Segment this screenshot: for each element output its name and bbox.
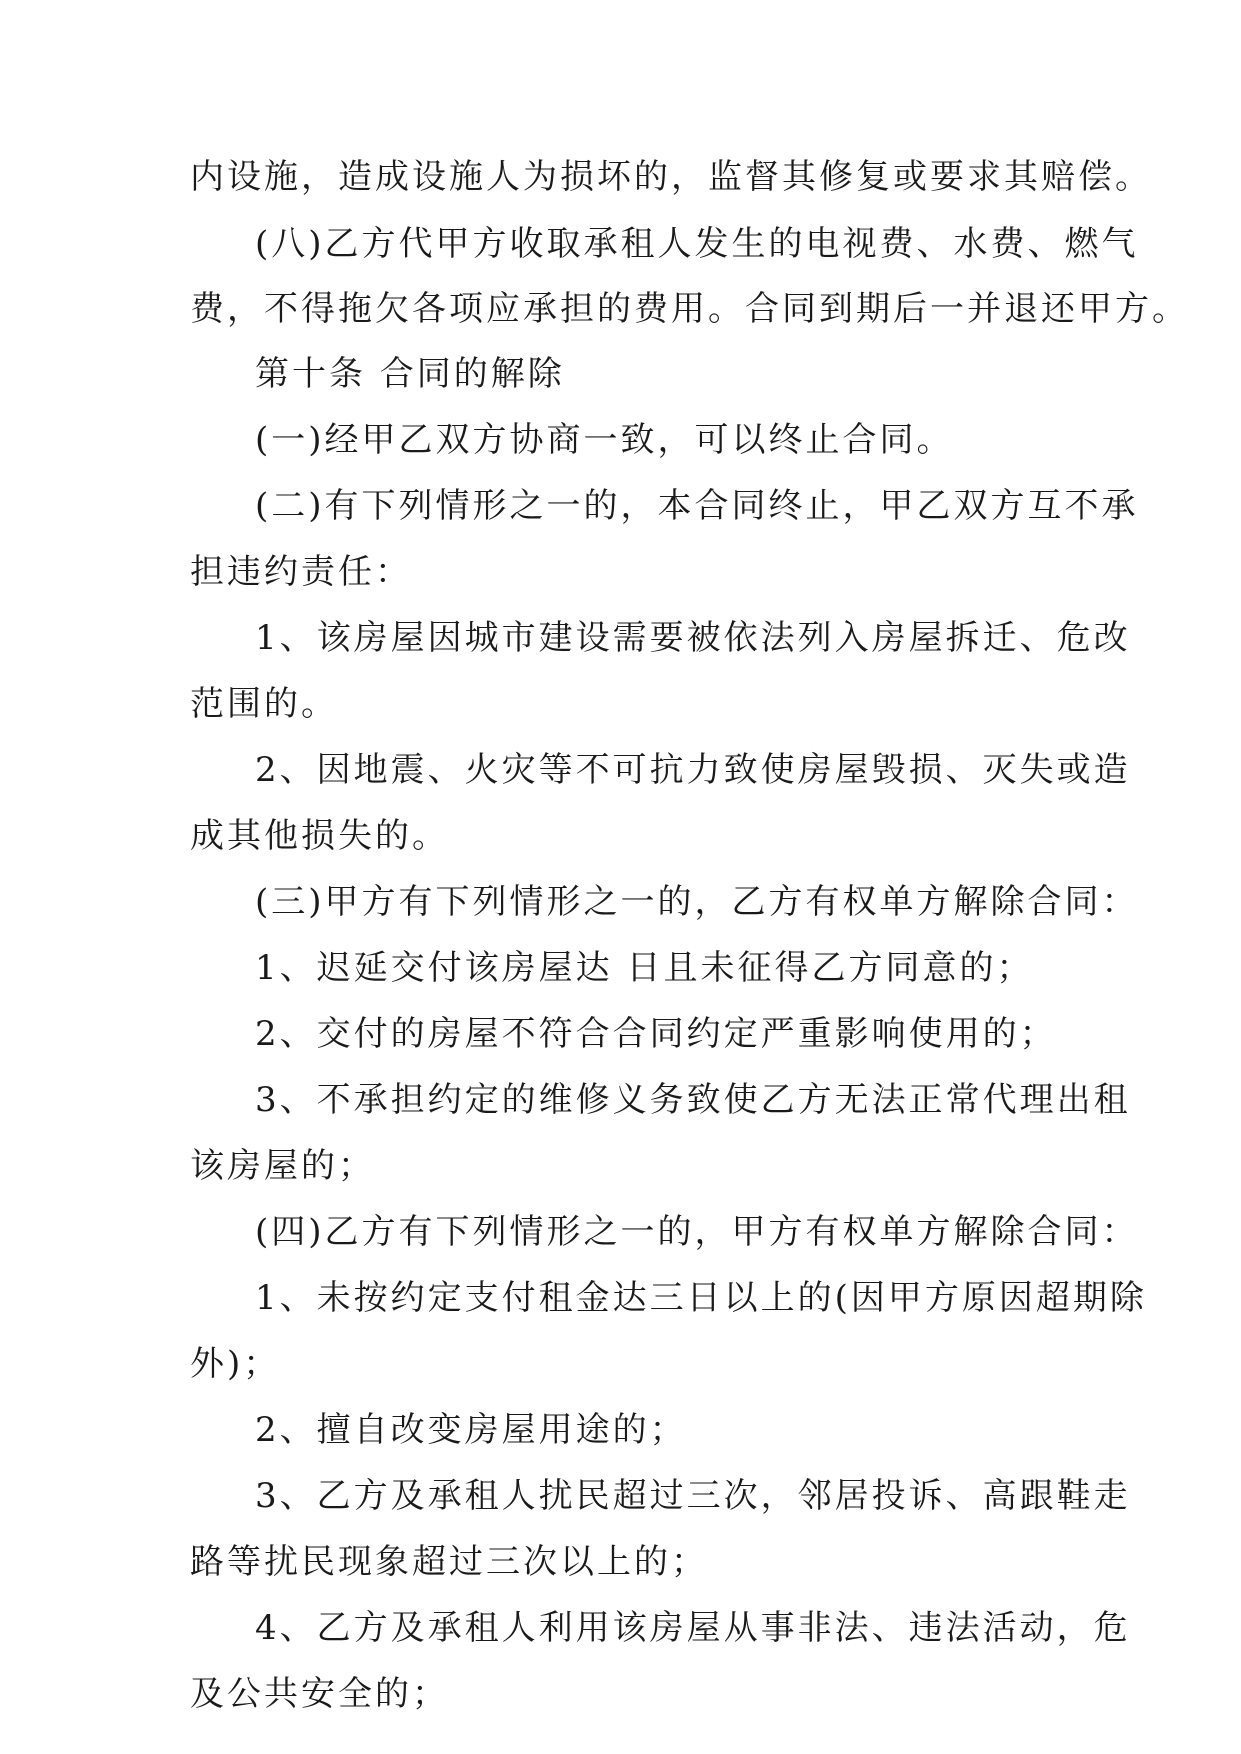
text-line: (四)乙方有下列情形之一的，甲方有权单方解除合同：	[255, 1212, 1139, 1252]
text-line: 2、擅自改变房屋用途的；	[255, 1410, 687, 1450]
text-line: 1、迟延交付该房屋达 日且未征得乙方同意的；	[255, 948, 1034, 988]
text-line: 2、因地震、火灾等不可抗力致使房屋毁损、灭失或造	[255, 750, 1131, 790]
text-line: 外)；	[190, 1344, 281, 1384]
text-line: 该房屋的；	[190, 1146, 375, 1186]
text-line: 1、该房屋因城市建设需要被依法列入房屋拆迁、危改	[255, 618, 1131, 658]
text-line: 3、不承担约定的维修义务致使乙方无法正常代理出租	[255, 1080, 1131, 1120]
section-heading: 第十条 合同的解除	[255, 354, 565, 394]
text-line: 4、乙方及承租人利用该房屋从事非法、违法活动，危	[255, 1608, 1131, 1648]
text-line: 路等扰民现象超过三次以上的；	[190, 1542, 708, 1582]
text-line: 担违约责任：	[190, 552, 412, 592]
text-line: (三)甲方有下列情形之一的，乙方有权单方解除合同：	[255, 882, 1139, 922]
text-line: 及公共安全的；	[190, 1674, 449, 1714]
text-line: (八)乙方代甲方收取承租人发生的电视费、水费、燃气	[255, 224, 1139, 264]
text-line: (二)有下列情形之一的，本合同终止，甲乙双方互不承	[255, 486, 1139, 526]
text-line: (一)经甲乙双方协商一致，可以终止合同。	[255, 420, 954, 460]
text-line: 2、交付的房屋不符合合同约定严重影响使用的；	[255, 1014, 1057, 1054]
text-line: 3、乙方及承租人扰民超过三次，邻居投诉、高跟鞋走	[255, 1476, 1131, 1516]
text-line: 费，不得拖欠各项应承担的费用。合同到期后一并退还甲方。	[190, 289, 1189, 329]
text-line: 内设施，造成设施人为损坏的，监督其修复或要求其赔偿。	[190, 157, 1152, 197]
text-line: 1、未按约定支付租金达三日以上的(因甲方原因超期除	[255, 1278, 1147, 1318]
text-line: 成其他损失的。	[190, 816, 449, 856]
text-line: 范围的。	[190, 684, 338, 724]
